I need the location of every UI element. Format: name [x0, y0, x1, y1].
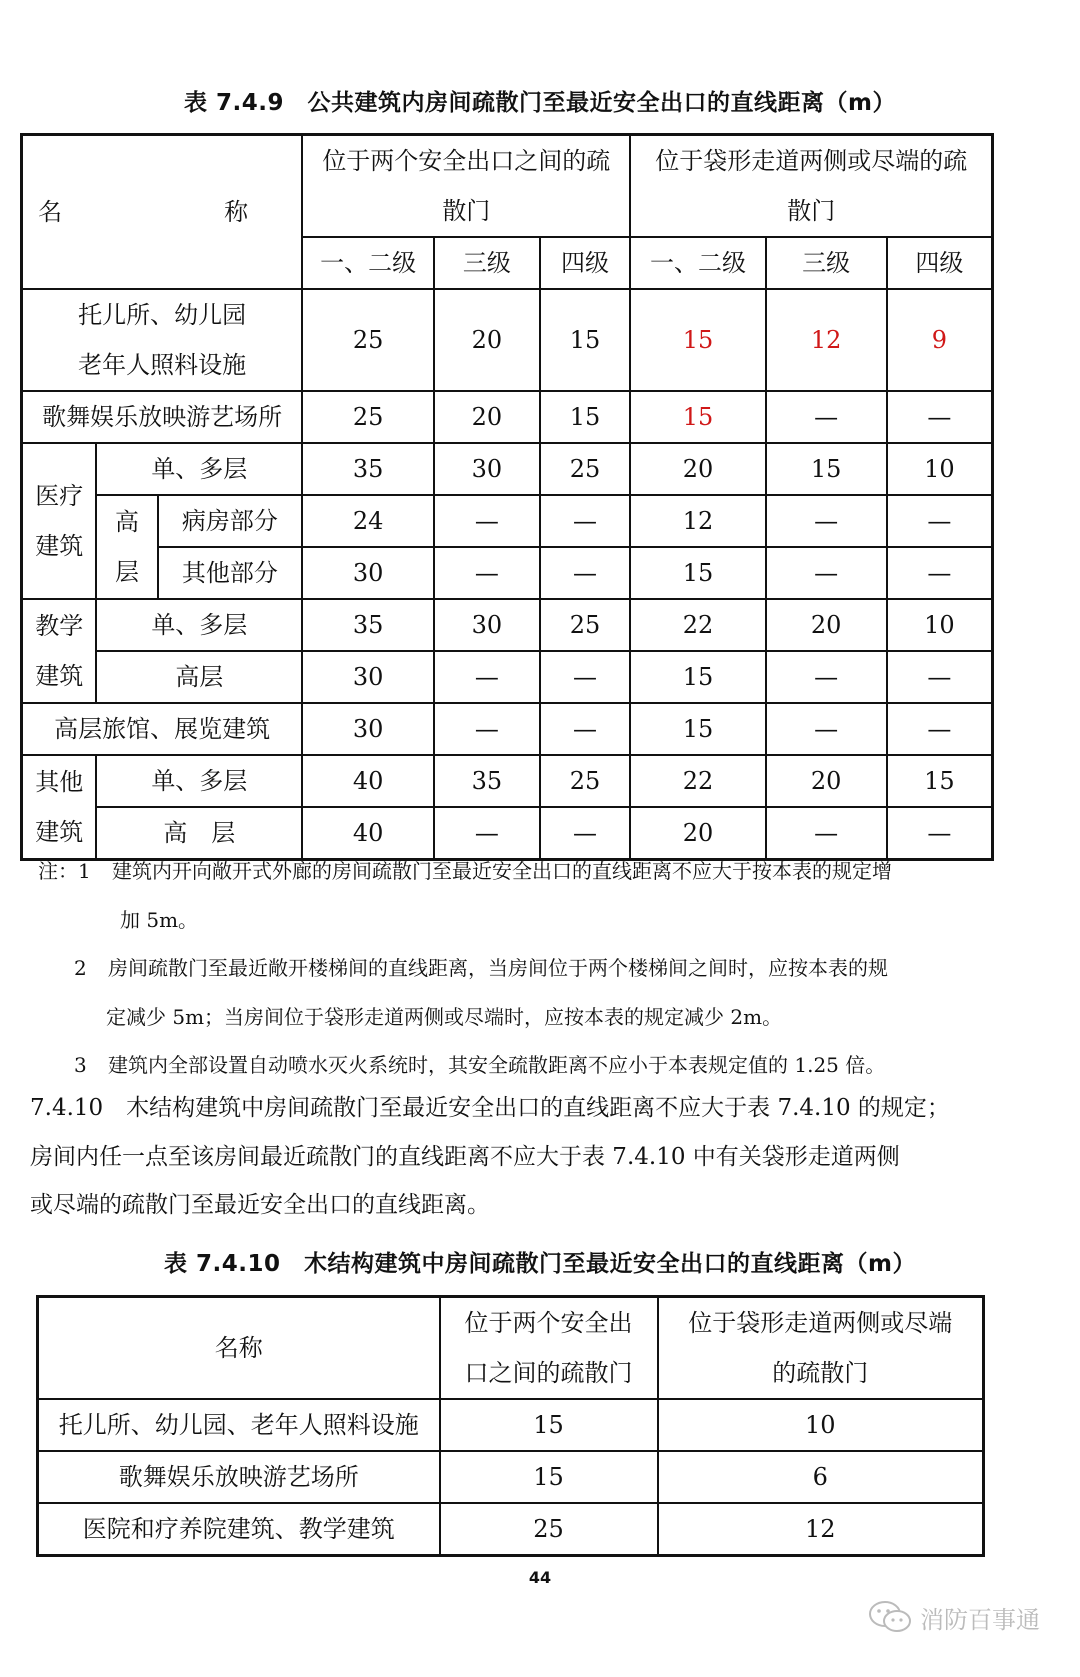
header-name: 名 称: [22, 135, 303, 290]
table-7-4-9-title: 表 7.4.9 公共建筑内房间疏散门至最近安全出口的直线距离（m）: [184, 90, 896, 116]
value-cell: 12: [658, 1503, 984, 1556]
value-cell: 10: [887, 599, 993, 651]
note-2-number: 2: [74, 956, 87, 980]
value-cell: —: [887, 495, 993, 547]
value-cell: 6: [658, 1451, 984, 1503]
value-cell: —: [887, 703, 993, 755]
value-cell: 15: [630, 651, 765, 703]
value-cell: 30: [302, 547, 434, 599]
header-name: 名称: [38, 1297, 440, 1400]
sub-label-high: 高 层: [96, 495, 157, 599]
watermark: [868, 1597, 1040, 1637]
value-cell: —: [766, 703, 887, 755]
value-cell: 20: [630, 807, 765, 860]
note-3-number: 3: [74, 1053, 87, 1077]
table-row-medical-other: [22, 547, 993, 599]
value-cell: 20: [766, 599, 887, 651]
value-cell: 20: [434, 391, 540, 443]
value-cell: 15: [440, 1399, 658, 1451]
value-cell: 25: [540, 443, 631, 495]
value-cell: 35: [302, 599, 434, 651]
table-row-hotel: [22, 703, 993, 755]
value-cell: 12: [630, 495, 765, 547]
header-dead-end: 位于袋形走道两侧或尽端的疏散门: [630, 135, 992, 238]
value-cell: 15: [540, 391, 631, 443]
value-cell: 40: [302, 807, 434, 860]
value-cell-highlighted: 12: [766, 289, 887, 391]
level-header: 一、二级: [302, 237, 434, 289]
table-7-4-9: [20, 133, 994, 861]
value-cell: —: [540, 547, 631, 599]
value-cell: 30: [302, 703, 434, 755]
value-cell: 25: [540, 599, 631, 651]
value-cell: 20: [766, 755, 887, 807]
table-row-others-high: [22, 807, 993, 860]
value-cell: —: [434, 807, 540, 860]
value-cell: 15: [766, 443, 887, 495]
row-label: 单、多层: [96, 599, 302, 651]
value-cell: 15: [540, 289, 631, 391]
watermark-text: 消防百事通: [920, 1605, 1040, 1634]
row-label: 歌舞娱乐放映游艺场所: [38, 1451, 440, 1503]
value-cell: —: [887, 391, 993, 443]
header-between-exits: 位于两个安全出口之间的疏散门: [302, 135, 630, 238]
value-cell: 25: [302, 391, 434, 443]
value-cell: 20: [434, 289, 540, 391]
row-label: 高层旅馆、展览建筑: [22, 703, 303, 755]
row-label: 歌舞娱乐放映游艺场所: [22, 391, 303, 443]
value-cell-highlighted: 15: [630, 391, 765, 443]
value-cell: —: [766, 651, 887, 703]
value-cell: 25: [440, 1503, 658, 1556]
value-cell: 10: [658, 1399, 984, 1451]
clause-line-3: 或尽端的疏散门至最近安全出口的直线距离。: [30, 1192, 490, 1218]
level-header: 三级: [434, 237, 540, 289]
row-label: 托儿所、幼儿园 老年人照料设施: [22, 289, 303, 391]
value-cell: —: [887, 807, 993, 860]
note-2-line-2: 定减少 5m；当房间位于袋形走道两侧或尽端时，应按本表的规定减少 2m。: [106, 1005, 783, 1029]
row-label: 单、多层: [96, 443, 302, 495]
value-cell: —: [766, 547, 887, 599]
row-label: 托儿所、幼儿园、老年人照料设施: [38, 1399, 440, 1451]
value-cell: 35: [434, 755, 540, 807]
table-row-education-low: [22, 599, 993, 651]
row-label: 单、多层: [96, 755, 302, 807]
value-cell: —: [540, 807, 631, 860]
note-prefix: 注：1: [38, 859, 91, 883]
value-cell: 35: [302, 443, 434, 495]
value-cell: 20: [630, 443, 765, 495]
table-row-nursery: [22, 289, 993, 391]
page-number: 44: [528, 1568, 552, 1587]
value-cell: 15: [440, 1451, 658, 1503]
row-label: 病房部分: [158, 495, 303, 547]
value-cell: 24: [302, 495, 434, 547]
value-cell: —: [887, 651, 993, 703]
value-cell: 15: [630, 703, 765, 755]
table-row: [38, 1503, 984, 1556]
value-cell: 30: [434, 443, 540, 495]
table-row-medical-low: [22, 443, 993, 495]
value-cell: 30: [434, 599, 540, 651]
value-cell: —: [434, 703, 540, 755]
value-cell: 25: [302, 289, 434, 391]
row-label: 高层: [96, 651, 302, 703]
level-header: 四级: [887, 237, 993, 289]
note-1-line-1: 建筑内开向敞开式外廊的房间疏散门至最近安全出口的直线距离不应大于按本表的规定增: [112, 859, 892, 883]
level-header: 一、二级: [630, 237, 765, 289]
value-cell: 15: [887, 755, 993, 807]
wechat-icon: [868, 1600, 912, 1634]
value-cell: 40: [302, 755, 434, 807]
value-cell: —: [766, 807, 887, 860]
header-between-exits: 位于两个安全出 口之间的疏散门: [440, 1297, 658, 1400]
row-label: 其他部分: [158, 547, 303, 599]
table-7-4-10-title: 表 7.4.10 木结构建筑中房间疏散门至最近安全出口的直线距离（m）: [164, 1251, 916, 1277]
value-cell: 25: [540, 755, 631, 807]
table-row: [38, 1451, 984, 1503]
value-cell: —: [434, 495, 540, 547]
clause-line-1: 7.4.10 木结构建筑中房间疏散门至最近安全出口的直线距离不应大于表 7.4.10 的规定；: [30, 1095, 950, 1121]
table-7-4-10: [36, 1295, 985, 1557]
group-label-medical: 医疗 建筑: [22, 443, 97, 599]
table-row-entertainment: [22, 391, 993, 443]
table-row-education-high: [22, 651, 993, 703]
note-2-line-1: 房间疏散门至最近敞开楼梯间的直线距离，当房间位于两个楼梯间之间时，应按本表的规: [108, 956, 888, 980]
value-cell: —: [540, 703, 631, 755]
header-dead-end: 位于袋形走道两侧或尽端 的疏散门: [658, 1297, 984, 1400]
value-cell: —: [766, 495, 887, 547]
row-label: 高 层: [96, 807, 302, 860]
table-row-others-low: [22, 755, 993, 807]
value-cell: 22: [630, 755, 765, 807]
level-header: 四级: [540, 237, 631, 289]
table-row-medical-ward: [22, 495, 993, 547]
value-cell: —: [887, 547, 993, 599]
row-label: 医院和疗养院建筑、教学建筑: [38, 1503, 440, 1556]
value-cell: 22: [630, 599, 765, 651]
value-cell: 15: [630, 547, 765, 599]
note-3-line-1: 建筑内全部设置自动喷水灭火系统时，其安全疏散距离不应小于本表规定值的 1.25 倍。: [108, 1053, 886, 1077]
clause-line-2: 房间内任一点至该房间最近疏散门的直线距离不应大于表 7.4.10 中有关袋形走道两侧: [30, 1144, 900, 1170]
group-label-others: 其他 建筑: [22, 755, 97, 860]
value-cell: —: [434, 547, 540, 599]
note-1-line-2: 加 5m。: [120, 908, 199, 932]
value-cell-highlighted: 9: [887, 289, 993, 391]
level-header: 三级: [766, 237, 887, 289]
group-label-education: 教学 建筑: [22, 599, 97, 703]
value-cell-highlighted: 15: [630, 289, 765, 391]
value-cell: —: [434, 651, 540, 703]
value-cell: 30: [302, 651, 434, 703]
value-cell: —: [766, 391, 887, 443]
value-cell: —: [540, 651, 631, 703]
value-cell: 10: [887, 443, 993, 495]
value-cell: —: [540, 495, 631, 547]
table-row: [38, 1399, 984, 1451]
